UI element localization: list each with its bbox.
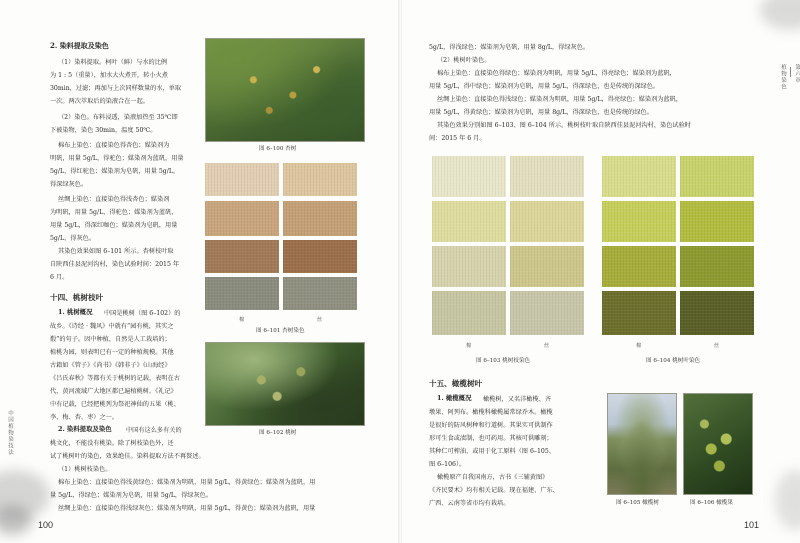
chapter-section-title: 十四、桃树枝叶: [50, 293, 104, 302]
text-line: 故乡。《诗经 · 魏风》中就有“园有桃，其实之: [50, 323, 174, 330]
figure-caption: 图 6–106 橄榄果: [690, 500, 733, 506]
silk-swatch: [680, 246, 754, 287]
cotton-swatch: [205, 163, 279, 196]
ink-wash-decoration: [0, 505, 32, 535]
apricot-tree-photo: [205, 38, 365, 142]
silk-swatch: [510, 246, 584, 287]
running-head-left: 中国植物染技法: [7, 410, 13, 456]
silk-label: 丝: [544, 343, 550, 349]
text-line: （1）染料提取。柯叶（鲜）与水的比例: [58, 59, 168, 66]
cotton-swatch: [432, 246, 506, 287]
text-line: 中国有这么多有关的: [126, 427, 182, 434]
chapter-section-title: 十五、橄榄树叶: [429, 379, 483, 388]
figure-caption: 图 6–104 桃树叶染色: [646, 358, 701, 364]
text-line: 下被染物，染色 30min，温度 50℃。: [50, 127, 157, 134]
page-number-right: 101: [744, 520, 760, 530]
text-line: 《齐民要术》均有相关记载。现在福建、广东、: [429, 487, 559, 494]
text-line: 棉布上染色：直接染色得杏色；媒染剂为: [58, 142, 170, 149]
text-line: 墩果、阿列布。橄榄科橄榄属常绿乔木。橄榄: [429, 409, 553, 416]
text-line: 桃文化，不能没有桃染。除了树枝染色外，还: [50, 440, 174, 447]
chapter-label: 第六章: [794, 64, 800, 84]
figure-caption: 图 6–100 杏树: [259, 146, 297, 152]
subsection-heading: 1. 桃树概况: [58, 308, 93, 316]
silk-swatch: [510, 291, 584, 335]
text-line: 30min，过滤；再加与上次同样数量的水，单取: [50, 85, 182, 92]
peach-tree-photo: [205, 342, 365, 426]
text-line: 5g/L，得红驼色；媒染剂为皂矾，用量 5g/L，: [50, 168, 180, 175]
silk-swatch: [283, 201, 357, 236]
silk-swatch: [680, 201, 754, 242]
text-line: 橄榄树，又名洋橄榄、齐: [483, 396, 552, 403]
cotton-swatch: [432, 201, 506, 242]
text-line: 代，黄河流域广大地区都已遍植桃树。《礼记》: [50, 388, 177, 395]
figure-caption: 图 6–102 桃树: [259, 430, 297, 436]
text-line: （2）桃树叶染色。: [437, 57, 491, 64]
silk-swatch: [283, 240, 357, 273]
section-heading: 2. 染料提取及染色: [50, 41, 109, 50]
text-line: 是很好的防风树种和行道树。其果实可供制作: [429, 422, 553, 429]
text-line: （2）染色。布料浸透，染液加热至 35℃即: [58, 114, 178, 121]
silk-swatch: [510, 201, 584, 242]
subsection-heading: 2. 染料提取及染色: [58, 425, 112, 433]
text-line: 广西、云南等省市均有栽培。: [429, 500, 510, 507]
silk-swatch: [283, 163, 357, 196]
cotton-swatch: [205, 277, 279, 310]
text-line: 为明矾，用量 5g/L，得驼色；媒染剂为蓝矾，: [50, 209, 178, 216]
text-line: 其种仁可榨油，或用于化工原料（图 6–105、: [429, 448, 555, 455]
cotton-swatch: [205, 201, 279, 236]
cotton-swatch: [602, 246, 676, 287]
text-line: 得深绿灰色。: [50, 181, 88, 188]
text-line: 中国是桃树（图 6–102）的: [104, 310, 181, 317]
text-line: 为 1 : 5（重量），加水大火煮开，转小火煮: [50, 72, 168, 79]
text-line: 一次。两次萃取后的染液合在一起。: [50, 98, 149, 105]
text-line: 橄榄原产自我国南方，古书《三辅黄图》: [437, 474, 549, 481]
text-line: 古籍如《管子》《尚书》《韩非子》《山海经》: [50, 362, 171, 369]
text-line: 5g/L，得灰色。: [50, 235, 96, 242]
text-line: 明矾，用量 5g/L，得驼色；媒染剂为蓝矾，用量: [50, 155, 184, 162]
text-line: 《吕氏春秋》等都有关于桃树的记载，表明在古: [50, 375, 180, 382]
figure-caption: 图 6–105 橄榄树: [616, 500, 659, 506]
text-line: 其染色效果分别如图 6–103、图 6–104 所示。桃树枝叶取自陕西佳县泥河沟村，染色试验时: [437, 122, 691, 129]
cotton-swatch: [602, 201, 676, 242]
silk-label: 丝: [317, 317, 323, 323]
figure-caption: 图 6–103 桃树枝染色: [476, 358, 531, 364]
text-line: 图 6–106）。: [429, 461, 466, 468]
silk-label: 丝: [714, 343, 720, 349]
text-line: 植桃为园，则表明已有一定的种植规模。其他: [50, 349, 174, 356]
figure-caption: 图 6–101 杏树染色: [256, 328, 305, 334]
silk-swatch: [283, 277, 357, 310]
subsection-heading: 1. 橄榄概况: [437, 394, 472, 402]
text-line: 形可生食或渍制，也可药用。其核可供雕刻；: [429, 435, 553, 442]
text-line: 李、梅、杏、枣）之一。: [50, 414, 119, 421]
text-line: 殽”的句子。因中种植，自然是人工栽培的；: [50, 336, 171, 343]
text-line: 其染色效果如图 6–101 所示。杏树枝叶取: [58, 248, 174, 255]
text-line: 棉布上染色：直接染色得浅黄绿色；媒染剂为明矾，用量 5g/L，得黄绿色；媒染剂为蓝矾，用: [58, 479, 316, 486]
cotton-swatch: [602, 156, 676, 197]
separator-line: [790, 67, 791, 77]
text-line: 间：2015 年 6 月。: [429, 135, 486, 142]
text-line: 棉布上染色：直接染色得绿色；媒染剂为明矾，用量 5g/L，得亮绿色；媒染剂为蓝矾，: [437, 70, 676, 77]
running-head-right: [779, 64, 800, 90]
cotton-swatch: [602, 291, 676, 335]
text-line: 6 月。: [50, 274, 69, 281]
cotton-swatch: [432, 291, 506, 335]
text-line: （1）桃树枝染色。: [58, 466, 112, 473]
text-line: 用量 5g/L，得中绿色；媒染剂为皂矾，用量 5g/L，得深绿色，也是传统的深绿色。: [429, 83, 660, 90]
chapter-topic: 植物染色: [780, 64, 786, 90]
silk-swatch: [680, 156, 754, 197]
text-line: 试了桃树叶的染色，效果绝佳。染料提取方法不再赘述。: [50, 453, 205, 460]
silk-swatch: [510, 156, 584, 197]
text-line: 自陕西佳县泥河沟村，染色试验时间：2015 年: [50, 261, 180, 268]
cotton-swatch: [432, 156, 506, 197]
cotton-label: 棉: [636, 343, 642, 349]
text-line: 用量 5g/L，得深红咖色；媒染剂为皂矾，用量: [50, 222, 178, 229]
cotton-label: 棉: [239, 317, 245, 323]
text-line: 丝绸上染色：直接染色得浅杏色；媒染剂: [58, 196, 170, 203]
text-line: 量 5g/L，得绿色；媒染剂为皂矾，用量 5g/L，得绿灰色。: [50, 492, 213, 499]
cotton-swatch: [205, 240, 279, 273]
book-gutter: [398, 0, 402, 543]
text-line: 5g/L，得浅绿色；媒染剂为皂矾，用量 8g/L，得绿灰色。: [429, 44, 590, 51]
olive-fruit-photo: [683, 393, 753, 495]
silk-swatch: [680, 291, 754, 335]
text-line: 丝绸上染色：直接染色得浅绿灰色；媒染剂为明矾，用量 5g/L，得黄色；媒染剂为蓝矾，用量: [58, 505, 316, 512]
ink-wash-decoration: [760, 0, 800, 30]
text-line: 中有记载，已经把桃列为祭祀神仙的五果（桃、: [50, 401, 180, 408]
ink-wash-decoration: [775, 470, 800, 530]
olive-tree-photo: [607, 393, 677, 495]
cotton-label: 棉: [466, 343, 472, 349]
text-line: 丝绸上染色：直接染色得浅绿色；媒染剂为明矾，用量 5g/L，得亮绿色；媒染剂为蓝矾，: [437, 96, 682, 103]
text-line: 用量 5g/L，得黄绿色；媒染剂为皂矾，用量 8g/L，得深绿色，也是传统的绿色。: [429, 109, 653, 116]
page-number-left: 100: [38, 520, 54, 530]
